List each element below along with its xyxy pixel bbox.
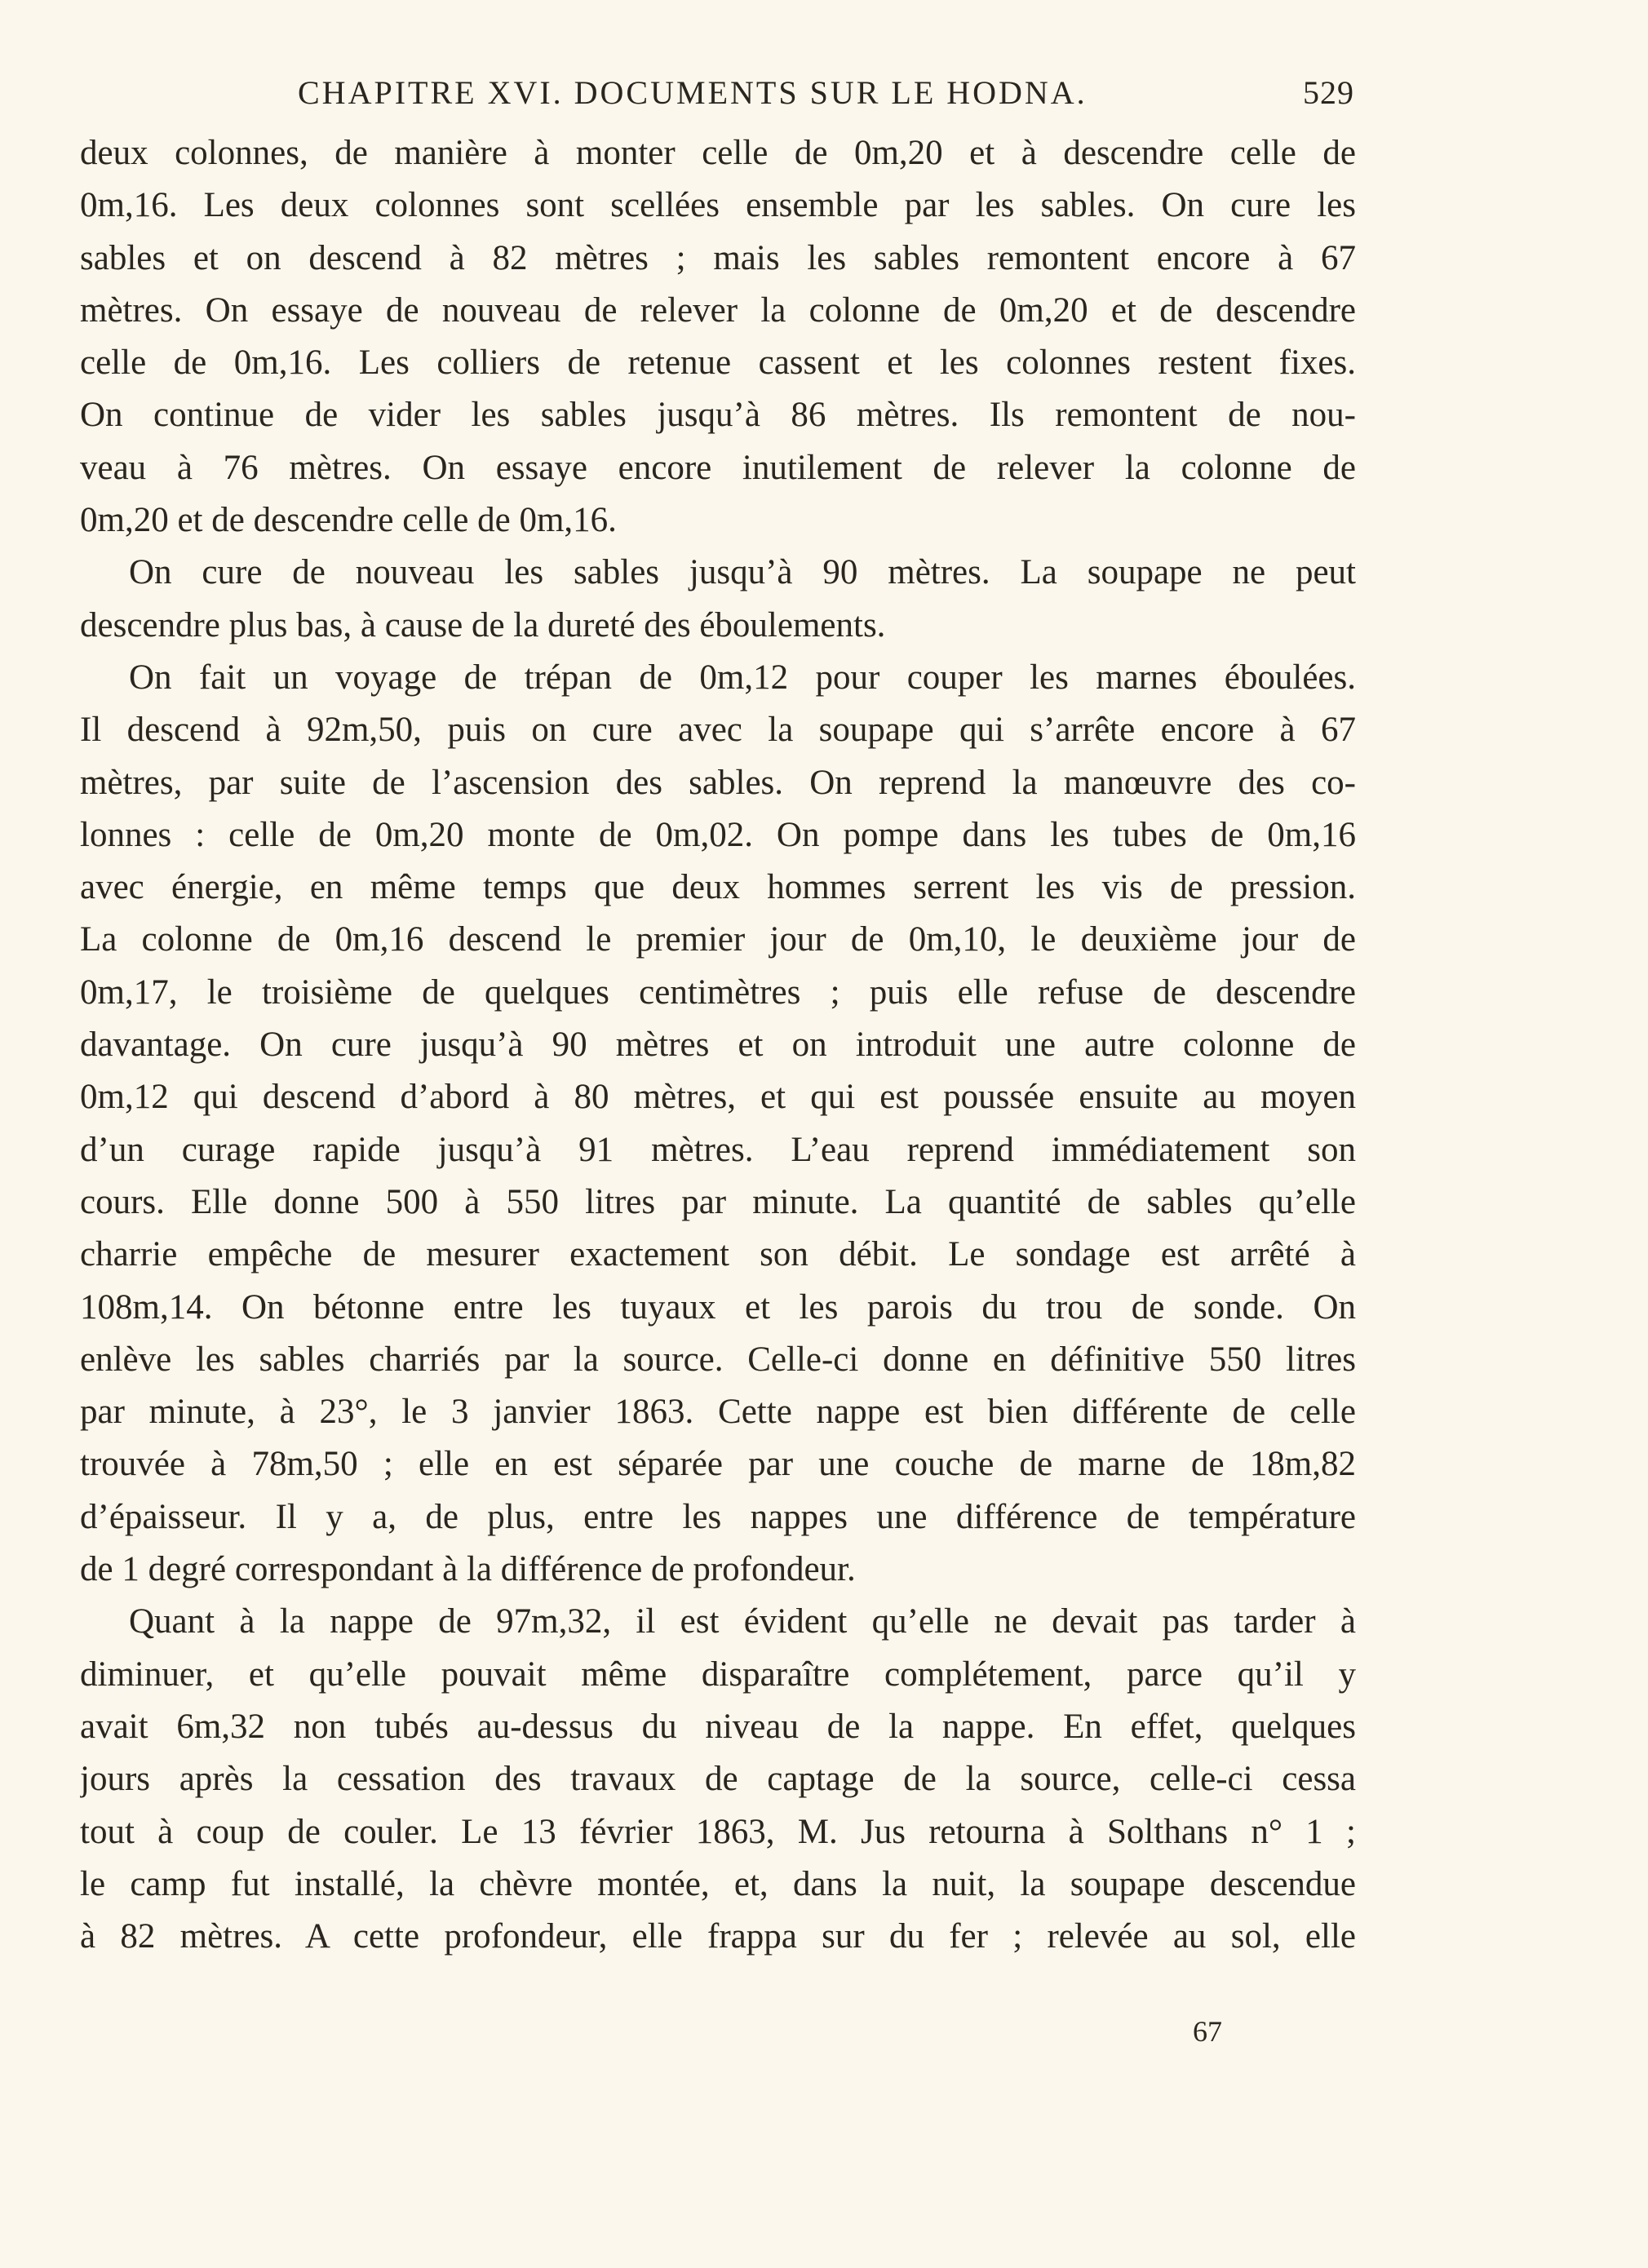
text-line: enlève les sables charriés par la source. Celle-ci donne en définitive 550 litres [80,1340,1356,1379]
text-line: d’épaisseur. Il y a, de plus, entre les nappes une différence de température [80,1497,1356,1536]
text-line: charrie empêche de mesurer exactement son débit. Le sondage est arrêté à [80,1235,1356,1274]
text-line: deux colonnes, de manière à monter celle de 0m,20 et à descendre celle de [80,134,1356,172]
text-line: d’un curage rapide jusqu’à 91 mètres. L’eau reprend immédiatement son [80,1130,1356,1169]
text-line: celle de 0m,16. Les colliers de retenue cassent et les colonnes restent fixes. [80,343,1356,383]
text-line: de 1 degré correspondant à la différence de profondeur. [80,1550,856,1589]
text-line: avec énergie, en même temps que deux hommes serrent les vis de pression. [80,868,1356,907]
text-line: 0m,17, le troisième de quelques centimètres ; puis elle refuse de descendre [80,972,1356,1012]
text-line: sables et on descend à 82 mètres ; mais les sables remontent encore à 67 [80,238,1356,277]
text-line: par minute, à 23°, le 3 janvier 1863. Cette nappe est bien différente de celle [80,1393,1356,1432]
signature-mark: 67 [1193,2015,1222,2048]
text-line: davantage. On cure jusqu’à 90 mètres et on introduit une autre colonne de [80,1025,1356,1065]
text-line: diminuer, et qu’elle pouvait même disparaître complétement, parce qu’il y [80,1654,1356,1694]
text-line: mètres. On essaye de nouveau de relever la colonne de 0m,20 et de descendre [80,290,1356,330]
text-line: à 82 mètres. A cette profondeur, elle frappa sur du fer ; relevée au sol, elle [80,1917,1356,1956]
page-number: 529 [1303,74,1354,111]
text-line: avait 6m,32 non tubés au-dessus du niveau de la nappe. En effet, quelques [80,1707,1356,1746]
text-line: veau à 76 mètres. On essaye encore inutilement de relever la colonne de [80,448,1356,487]
text-line: 0m,20 et de descendre celle de 0m,16. [80,501,617,540]
text-line: Il descend à 92m,50, puis on cure avec la soupape qui s’arrête encore à 67 [80,711,1356,750]
text-line: tout à coup de couler. Le 13 février 1863, M. Jus retourna à Solthans n° 1 ; [80,1812,1356,1851]
text-line: lonnes : celle de 0m,20 monte de 0m,02. On pompe dans les tubes de 0m,16 [80,815,1356,854]
text-line: On continue de vider les sables jusqu’à 86 mètres. Ils remontent de nou- [80,396,1356,435]
text-line: 0m,12 qui descend d’abord à 80 mètres, et qui est poussée ensuite au moyen [80,1078,1356,1117]
text-line: Quant à la nappe de 97m,32, il est évident qu’elle ne devait pas tarder à [129,1602,1356,1641]
text-line: On cure de nouveau les sables jusqu’à 90 mètres. La soupape ne peut [129,553,1356,592]
text-line: On fait un voyage de trépan de 0m,12 pour couper les marnes éboulées. [129,658,1356,697]
text-line: 0m,16. Les deux colonnes sont scellées ensemble par les sables. On cure les [80,186,1356,225]
text-line: trouvée à 78m,50 ; elle en est séparée par une couche de marne de 18m,82 [80,1445,1356,1484]
body-text [80,127,1356,1963]
running-head [82,69,1354,117]
text-line: La colonne de 0m,16 descend le premier jour de 0m,10, le deuxième jour de [80,920,1356,959]
text-line: cours. Elle donne 500 à 550 litres par minute. La quantité de sables qu’elle [80,1182,1356,1221]
text-line: jours après la cessation des travaux de captage de la source, celle-ci cessa [80,1760,1356,1799]
text-line: mètres, par suite de l’ascension des sables. On reprend la manœuvre des co- [80,763,1356,802]
text-line: 108m,14. On bétonne entre les tuyaux et les parois du trou de sonde. On [80,1287,1356,1327]
text-line: le camp fut installé, la chèvre montée, et, dans la nuit, la soupape descendue [80,1864,1356,1903]
chapter-title: CHAPITRE XVI. DOCUMENTS SUR LE HODNA. [298,74,1088,111]
text-line: descendre plus bas, à cause de la dureté des éboulements. [80,605,886,645]
